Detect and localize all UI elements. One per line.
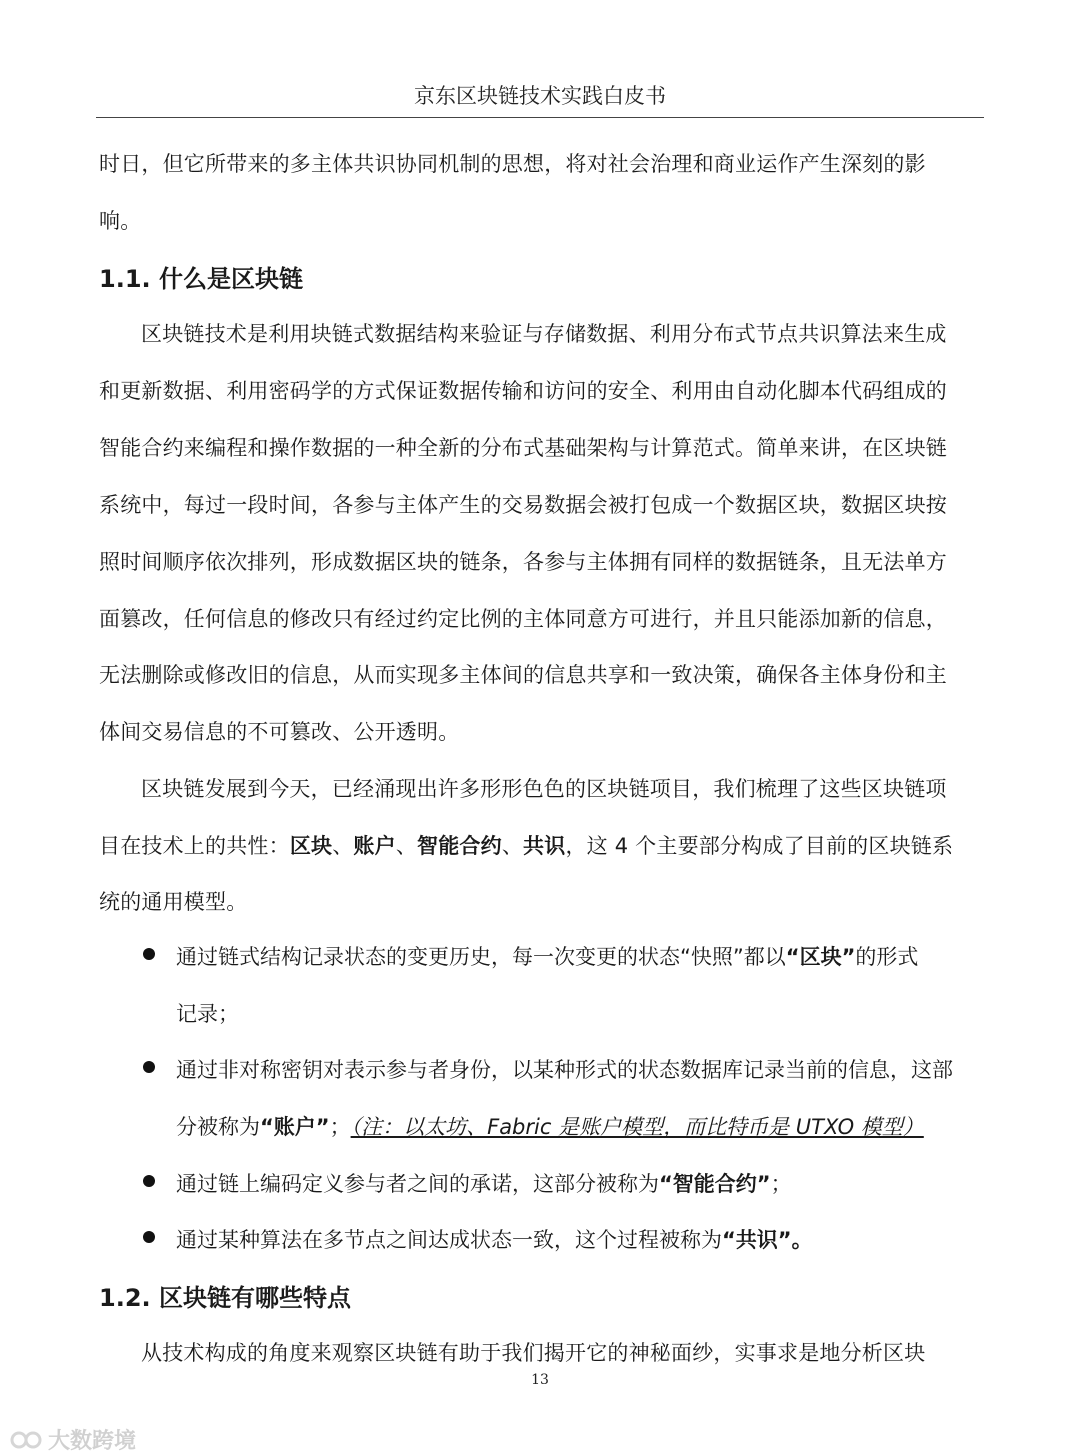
watermark [10, 1424, 136, 1455]
page-number: 13 [531, 1372, 549, 1388]
separator-3: 、 [501, 834, 524, 858]
bullet-4-keyword: “共识” [722, 1228, 792, 1252]
section-1-2-line-1: 从技术构成的角度来观察区块链有助于我们揭开它的神秘面纱，实事求是地分析区块 [141, 1341, 926, 1365]
bullet-2-line-2 [176, 1111, 924, 1141]
bullet-2-keyword: “账户” [260, 1115, 330, 1139]
section-heading-1-2: 1.2. 区块链有哪些特点 [99, 1284, 351, 1312]
bullet-4-text-end: 。 [791, 1228, 813, 1252]
para2-line-1: 区块链发展到今天，已经涌现出许多形形色色的区块链项目，我们梳理了这些区块链项 [141, 777, 947, 801]
para1-line-5: 照时间顺序依次排列，形成数据区块的链条，各参与主体拥有同样的数据链条，且无法单方 [99, 550, 947, 574]
intro-line-1: 时日，但它所带来的多主体共识协同机制的思想，将对社会治理和商业运作产生深刻的影 [99, 152, 926, 176]
bullet-3-line [176, 1168, 792, 1198]
intro-line-2: 响。 [99, 209, 142, 233]
para2-line-3: 统的通用模型。 [99, 890, 248, 914]
para1-line-3: 智能合约来编程和操作数据的一种全新的分布式基础架构与计算范式。简单来讲，在区块链 [99, 436, 947, 460]
para1-line-1: 区块链技术是利用块链式数据结构来验证与存储数据、利用分布式节点共识算法来生成 [141, 322, 947, 346]
para1-line-8: 体间交易信息的不可篡改、公开透明。 [99, 720, 460, 744]
keyword-smart-contract: 智能合约 [417, 834, 502, 858]
para1-line-4: 系统中，每过一段时间，各参与主体产生的交易数据会被打包成一个数据区块，数据区块按 [99, 493, 947, 517]
bullet-dot-icon [143, 948, 155, 960]
bullet-dot-icon [143, 1175, 155, 1187]
bullet-1-keyword: “区块” [785, 945, 856, 969]
bullet-1-text-end: 的形式 [855, 945, 919, 969]
keyword-account: 账户 [353, 834, 396, 858]
bullet-2-sep: ； [329, 1115, 351, 1139]
bullet-2-text: 分被称为 [176, 1115, 260, 1139]
watermark-logo-icon [10, 1429, 44, 1451]
para1-line-6: 面篡改，任何信息的修改只有经过约定比例的主体同意方可进行，并且只能添加新的信息， [99, 607, 947, 631]
bullet-1-line-2: 记录； [176, 1002, 239, 1026]
para1-line-7: 无法删除或修改旧的信息，从而实现多主体间的信息共享和一致决策，确保各主体身份和主 [99, 663, 947, 687]
bullet-3-text-end: ； [770, 1172, 792, 1196]
keyword-consensus: 共识 [523, 834, 566, 858]
bullet-1-line-1 [176, 941, 918, 971]
para1-line-2: 和更新数据、利用密码学的方式保证数据传输和访问的安全、利用由自动化脚本代码组成的 [99, 379, 947, 403]
bullet-2-note: （注：以太坊、Fabric 是账户模型，而比特币是 UTXO 模型） [350, 1115, 924, 1139]
bullet-3-text: 通过链上编码定义参与者之间的承诺，这部分被称为 [176, 1172, 659, 1196]
watermark-text: 大数跨境 [48, 1429, 137, 1454]
separator-1: 、 [332, 834, 354, 858]
keyword-block: 区块 [289, 834, 333, 858]
bullet-2-line-1: 通过非对称密钥对表示参与者身份，以某种形式的状态数据库记录当前的信息，这部 [176, 1058, 953, 1082]
page-header-title: 京东区块链技术实践白皮书 [414, 84, 666, 108]
bullet-3-keyword: “智能合约” [659, 1172, 771, 1196]
bullet-dot-icon [143, 1231, 155, 1243]
para2-text-a: 目在技术上的共性： [99, 834, 290, 858]
bullet-4-text: 通过某种算法在多节点之间达成状态一致，这个过程被称为 [176, 1228, 722, 1252]
bullet-dot-icon [143, 1061, 155, 1073]
bullet-4-line [176, 1224, 813, 1254]
section-heading-1-1: 1.1. 什么是区块链 [99, 265, 303, 293]
para2-text-b: ，这 4 个主要部分构成了目前的区块链系 [565, 834, 954, 858]
header-divider [96, 117, 984, 118]
separator-2: 、 [395, 834, 418, 858]
bullet-1-text: 通过链式结构记录状态的变更历史，每一次变更的状态“快照”都以 [176, 945, 786, 969]
para2-line-2 [99, 830, 953, 860]
